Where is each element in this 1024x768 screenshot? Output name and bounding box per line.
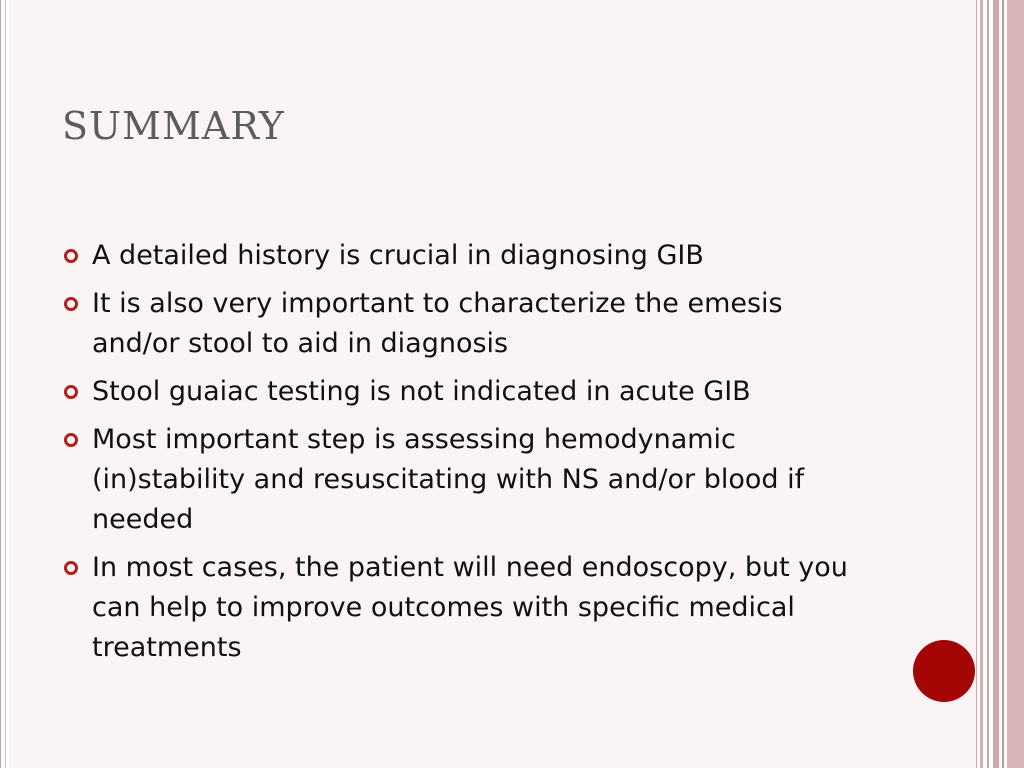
hollow-circle-bullet-icon bbox=[64, 433, 78, 447]
hollow-circle-bullet-icon bbox=[64, 561, 78, 575]
bullet-item bbox=[64, 548, 864, 668]
bullet-text: Most important step is assessing hemodynamic (in)stability and resuscitating with NS and/or blood if needed bbox=[92, 424, 805, 535]
filled-circle-icon bbox=[913, 640, 975, 702]
border-stripe bbox=[987, 0, 989, 768]
bullet-text: A detailed history is crucial in diagnosing GIB bbox=[92, 240, 704, 271]
border-stripe bbox=[993, 0, 999, 768]
bullet-item bbox=[64, 236, 864, 276]
right-border-stripes bbox=[976, 0, 1024, 768]
bullet-text: In most cases, the patient will need endoscopy, but you can help to improve outcomes with specific medical treatments bbox=[92, 552, 848, 663]
left-border bbox=[0, 0, 8, 768]
slide-title: SUMMARY bbox=[62, 104, 285, 148]
border-stripe bbox=[1002, 0, 1004, 768]
bullet-text: Stool guaiac testing is not indicated in acute GIB bbox=[92, 376, 751, 407]
bullet-item bbox=[64, 372, 864, 412]
border-stripe bbox=[980, 0, 983, 768]
bullet-item bbox=[64, 284, 864, 364]
hollow-circle-bullet-icon bbox=[64, 249, 78, 263]
bullet-list bbox=[64, 236, 864, 676]
bullet-text: It is also very important to characterize the emesis and/or stool to aid in diagnosis bbox=[92, 288, 783, 359]
hollow-circle-bullet-icon bbox=[64, 385, 78, 399]
border-stripe bbox=[1007, 0, 1024, 768]
hollow-circle-bullet-icon bbox=[64, 297, 78, 311]
bullet-item bbox=[64, 420, 864, 540]
